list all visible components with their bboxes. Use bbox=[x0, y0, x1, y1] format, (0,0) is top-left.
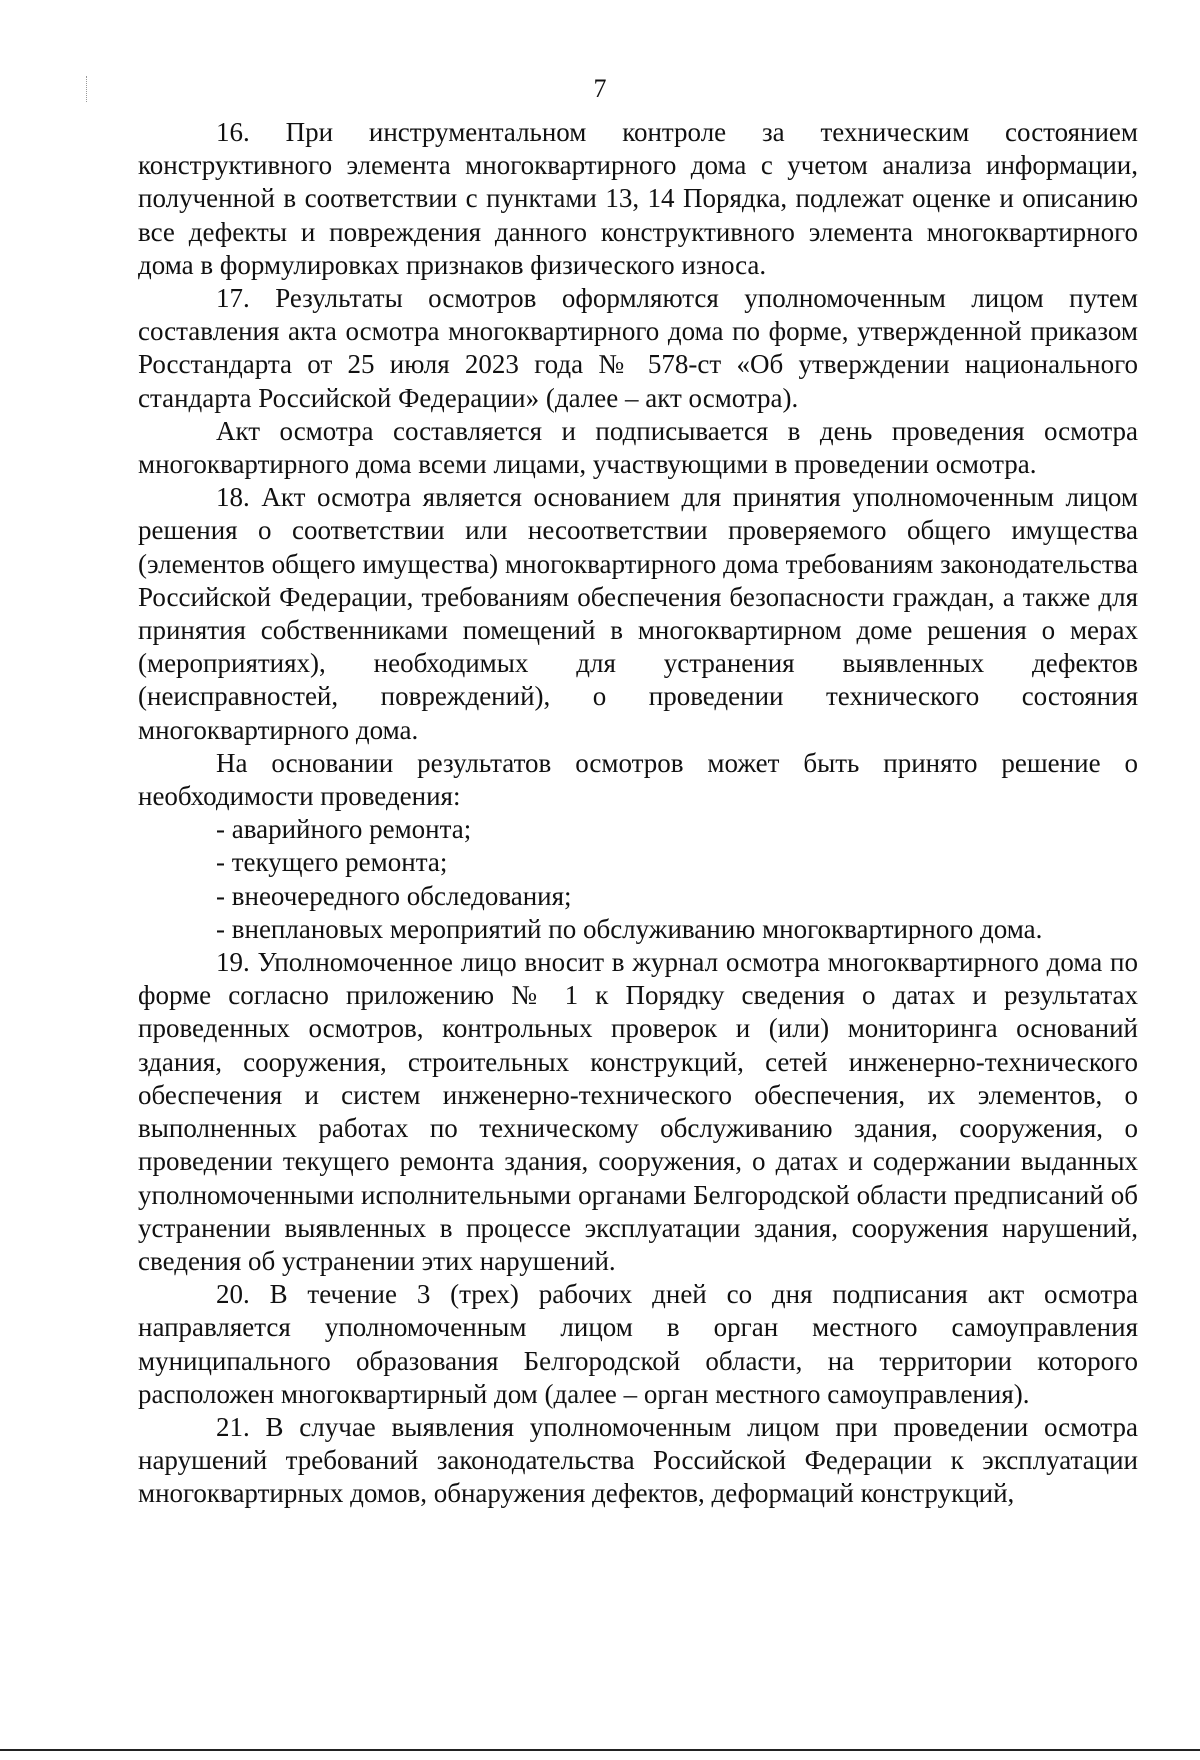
list-item-extraordinary-survey: - внеочередного обследования; bbox=[216, 880, 572, 911]
list-item-unscheduled-maintenance: - внеплановых мероприятий по обслуживанию многоквартирного дома. bbox=[216, 913, 1043, 944]
paragraph-19: 19. Уполномоченное лицо вносит в журнал осмотра многоквартирного дома по форме согласно приложению № 1 к Порядку сведения о датах и результатах проведенных осмотров, контрольных проверок и (или) мониторинга оснований здания, сооружения, строительных конструкций, сетей инженерно-технического обеспечения и систем инженерно-технического обеспечения, их элементов, о выполненных работах по техническому обслуживанию здания, сооружения, о проведении текущего ремонта здания, сооружения, о датах и содержании выданных уполномоченными исполнительными органами Белгородской области предписаний об устранении выявленных в процессе эксплуатации здания, сооружения нарушений, сведения об устранении этих нарушений. bbox=[138, 947, 1138, 1276]
paragraph-21: 21. В случае выявления уполномоченным лицом при проведении осмотра нарушений требований законодательства Российской Федерации к эксплуатации многоквартирных домов, обнаружения дефектов, деформаций конструкций, bbox=[138, 1411, 1138, 1509]
list-item-current-repair: - текущего ремонта; bbox=[216, 847, 448, 878]
document-body bbox=[138, 116, 1138, 1511]
bottom-edge-line bbox=[0, 1749, 1200, 1751]
paragraph-18-decision: На основании результатов осмотров может быть принято решение о необходимости проведения: bbox=[138, 747, 1138, 812]
paragraph-17: 17. Результаты осмотров оформляются уполномоченным лицом путем составления акта осмотра многоквартирного дома по форме, утвержденной приказом Росстандарта от 25 июля 2023 года № 578-ст «Об утверждении национального стандарта Российской Федерации» (далее – акт осмотра). bbox=[138, 283, 1138, 413]
paragraph-18: 18. Акт осмотра является основанием для принятия уполномоченным лицом решения о соответствии или несоответствии проверяемого общего имущества (элементов общего имущества) многоквартирного дома требованиям законодательства Российской Федерации, требованиям обеспечения безопасности граждан, а также для принятия собственниками помещений в многоквартирном доме решения о мерах (мероприятиях), необходимых для устранения выявленных дефектов (неисправностей, повреждений), о проведении технического состояния многоквартирного дома. bbox=[138, 482, 1138, 745]
paragraph-16: 16. При инструментальном контроле за техническим состоянием конструктивного элемента многоквартирного дома с учетом анализа информации, полученной в соответствии с пунктами 13, 14 Порядка, подлежат оценке и описанию все дефекты и повреждения данного конструктивного элемента многоквартирного дома в формулировках признаков физического износа. bbox=[138, 117, 1138, 280]
page-number: 7 bbox=[593, 74, 607, 103]
list-item-emergency-repair: - аварийного ремонта; bbox=[216, 814, 472, 845]
paragraph-17-act: Акт осмотра составляется и подписывается в день проведения осмотра многоквартирного дома всеми лицами, участвующими в проведении осмотра. bbox=[138, 415, 1138, 480]
paragraph-20: 20. В течение 3 (трех) рабочих дней со дня подписания акт осмотра направляется уполномоченным лицом в орган местного самоуправления муниципального образования Белгородской области, на территории которого расположен многоквартирный дом (далее – орган местного самоуправления). bbox=[138, 1279, 1138, 1409]
